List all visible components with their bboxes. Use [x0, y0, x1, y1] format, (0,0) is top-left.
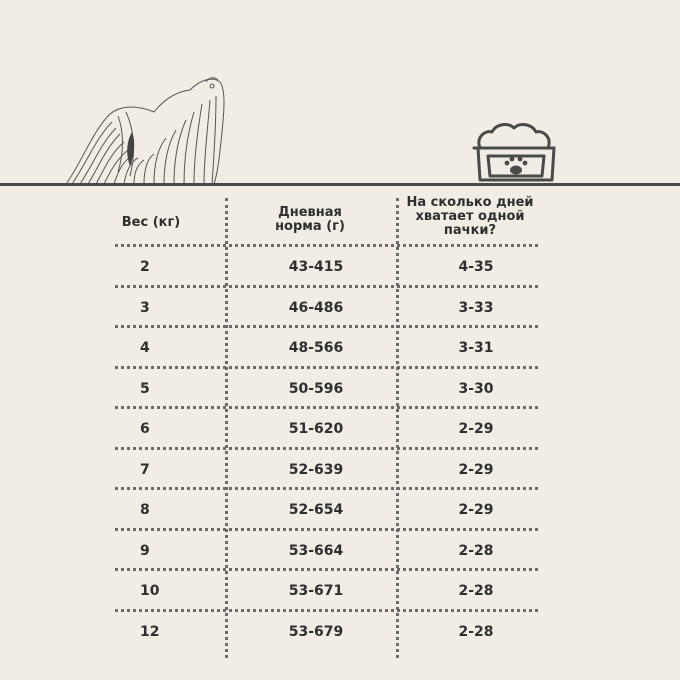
- daily-norm-cell: 53-664: [288, 542, 344, 559]
- days-cell: 2-29: [458, 502, 494, 518]
- daily-norm-cell: 48-566: [288, 340, 344, 356]
- days-cell: 3-33: [458, 299, 494, 316]
- daily-norm-cell: 53-671: [288, 583, 344, 599]
- table-row: [0, 340, 680, 380]
- days-cell: 2-29: [458, 421, 494, 437]
- daily-norm-cell: 53-679: [288, 623, 344, 640]
- daily-norm-cell: 43-415: [288, 259, 344, 275]
- daily-norm-cell: 46-486: [288, 299, 344, 316]
- row-divider: [115, 366, 538, 369]
- weight-cell: 3: [140, 299, 150, 316]
- row-divider: [115, 447, 538, 450]
- daily-norm-cell: 52-639: [288, 461, 344, 478]
- weight-cell: 10: [140, 583, 160, 599]
- table-row: [0, 462, 680, 502]
- row-divider: [115, 487, 538, 490]
- header-daily-norm: [262, 206, 358, 234]
- header-days-line3: пачки?: [443, 223, 497, 238]
- days-cell: 2-28: [458, 542, 494, 559]
- header-weight: [112, 216, 190, 230]
- daily-norm-cell: 52-654: [288, 502, 344, 518]
- weight-cell: 2: [140, 259, 150, 275]
- row-divider: [115, 244, 538, 247]
- header-days-per-pack: [400, 196, 540, 238]
- row-divider: [115, 406, 538, 409]
- row-divider: [115, 285, 538, 288]
- weight-cell: 9: [140, 542, 150, 559]
- weight-cell: 6: [140, 421, 150, 437]
- header-days-line2: хватает одной: [415, 209, 525, 224]
- days-cell: 4-35: [458, 259, 494, 275]
- header-weight-label: Вес (кг): [121, 215, 181, 230]
- table-row: [0, 624, 680, 664]
- table-row: [0, 543, 680, 583]
- weight-cell: 7: [140, 461, 150, 478]
- row-divider: [115, 568, 538, 571]
- days-cell: 2-29: [458, 461, 494, 478]
- table-row: [0, 502, 680, 542]
- daily-norm-cell: 50-596: [288, 380, 344, 397]
- table-row: [0, 259, 680, 299]
- table-row: [0, 583, 680, 623]
- row-divider: [115, 609, 538, 612]
- header-days-line1: На сколько дней: [406, 195, 534, 210]
- header-norm-line1: Дневная: [278, 205, 342, 220]
- daily-norm-cell: 51-620: [288, 421, 344, 437]
- table-row: [0, 300, 680, 340]
- header-norm-line2: норма (г): [275, 219, 345, 234]
- weight-cell: 12: [140, 623, 160, 640]
- weight-cell: 5: [140, 380, 150, 397]
- days-cell: 3-30: [458, 380, 494, 397]
- days-cell: 2-28: [458, 623, 494, 640]
- table-row: [0, 381, 680, 421]
- table-row: [0, 421, 680, 461]
- days-cell: 3-31: [458, 340, 494, 356]
- weight-cell: 4: [140, 340, 150, 356]
- row-divider: [115, 528, 538, 531]
- weight-cell: 8: [140, 502, 150, 518]
- row-divider: [115, 325, 538, 328]
- days-cell: 2-28: [458, 583, 494, 599]
